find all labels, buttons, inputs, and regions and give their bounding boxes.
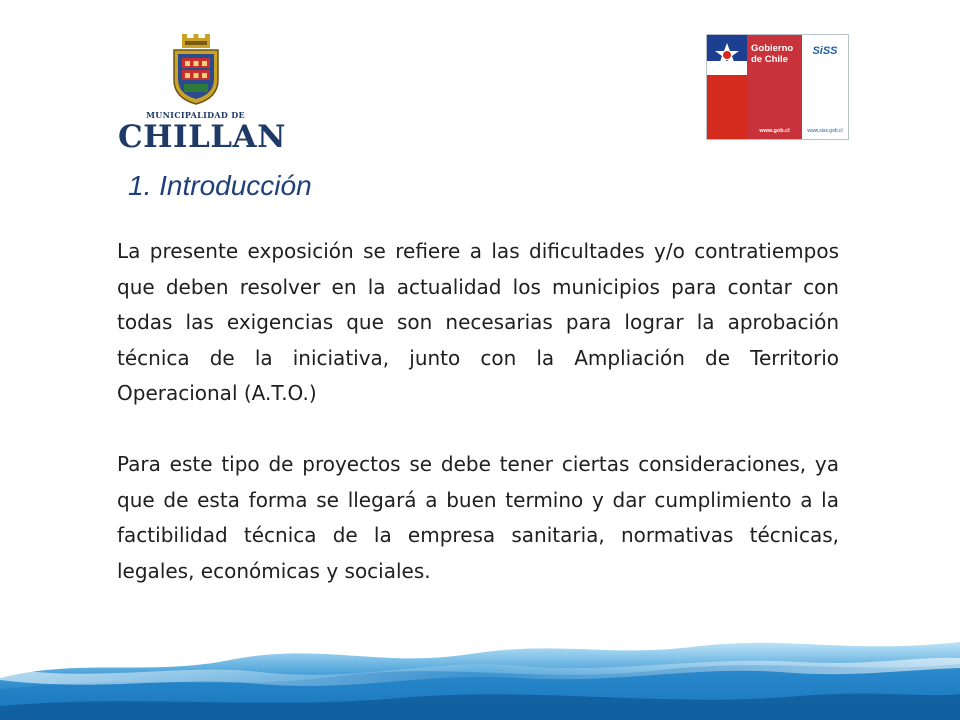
government-name-line2: de Chile [751, 54, 788, 65]
government-name [751, 43, 793, 65]
coat-of-arms-icon [713, 41, 741, 69]
slide-title: 1. Introducción [128, 170, 312, 201]
water-wave-decoration [0, 628, 960, 720]
paragraph-1: La presente exposición se refiere a las dificultades y/o contratiempos que deben resolver en la actualidad los municipios para contar con todas las exigencias que son necesarias para lograr la aprobación técnica de la iniciativa, junto con la Ampliación de Territorio Operacional (A.T.O.) [117, 239, 839, 405]
siss-name: SiSS [812, 45, 838, 57]
paragraph-2: Para este tipo de proyectos se debe tener ciertas consideraciones, ya que de esta forma se llegará a buen termino y dar cumplimiento a la factibilidad técnica de la empresa sanitaria, normativas técnicas, legales, económicas y sociales. [117, 452, 839, 583]
municipality-name-line1: MUNICIPALIDAD DE [146, 110, 245, 120]
chile-flag-icon [707, 35, 747, 139]
government-url: www.gob.cl [759, 128, 790, 134]
government-name-panel [747, 35, 802, 139]
government-name-line1: Gobierno [751, 43, 794, 54]
municipality-logo [118, 30, 286, 155]
siss-url: www.siss.gob.cl [807, 128, 843, 134]
government-logo [706, 34, 849, 140]
chillan-crest-icon [170, 34, 222, 106]
municipality-name-line2: CHILLAN [118, 119, 286, 155]
siss-panel [802, 35, 848, 139]
